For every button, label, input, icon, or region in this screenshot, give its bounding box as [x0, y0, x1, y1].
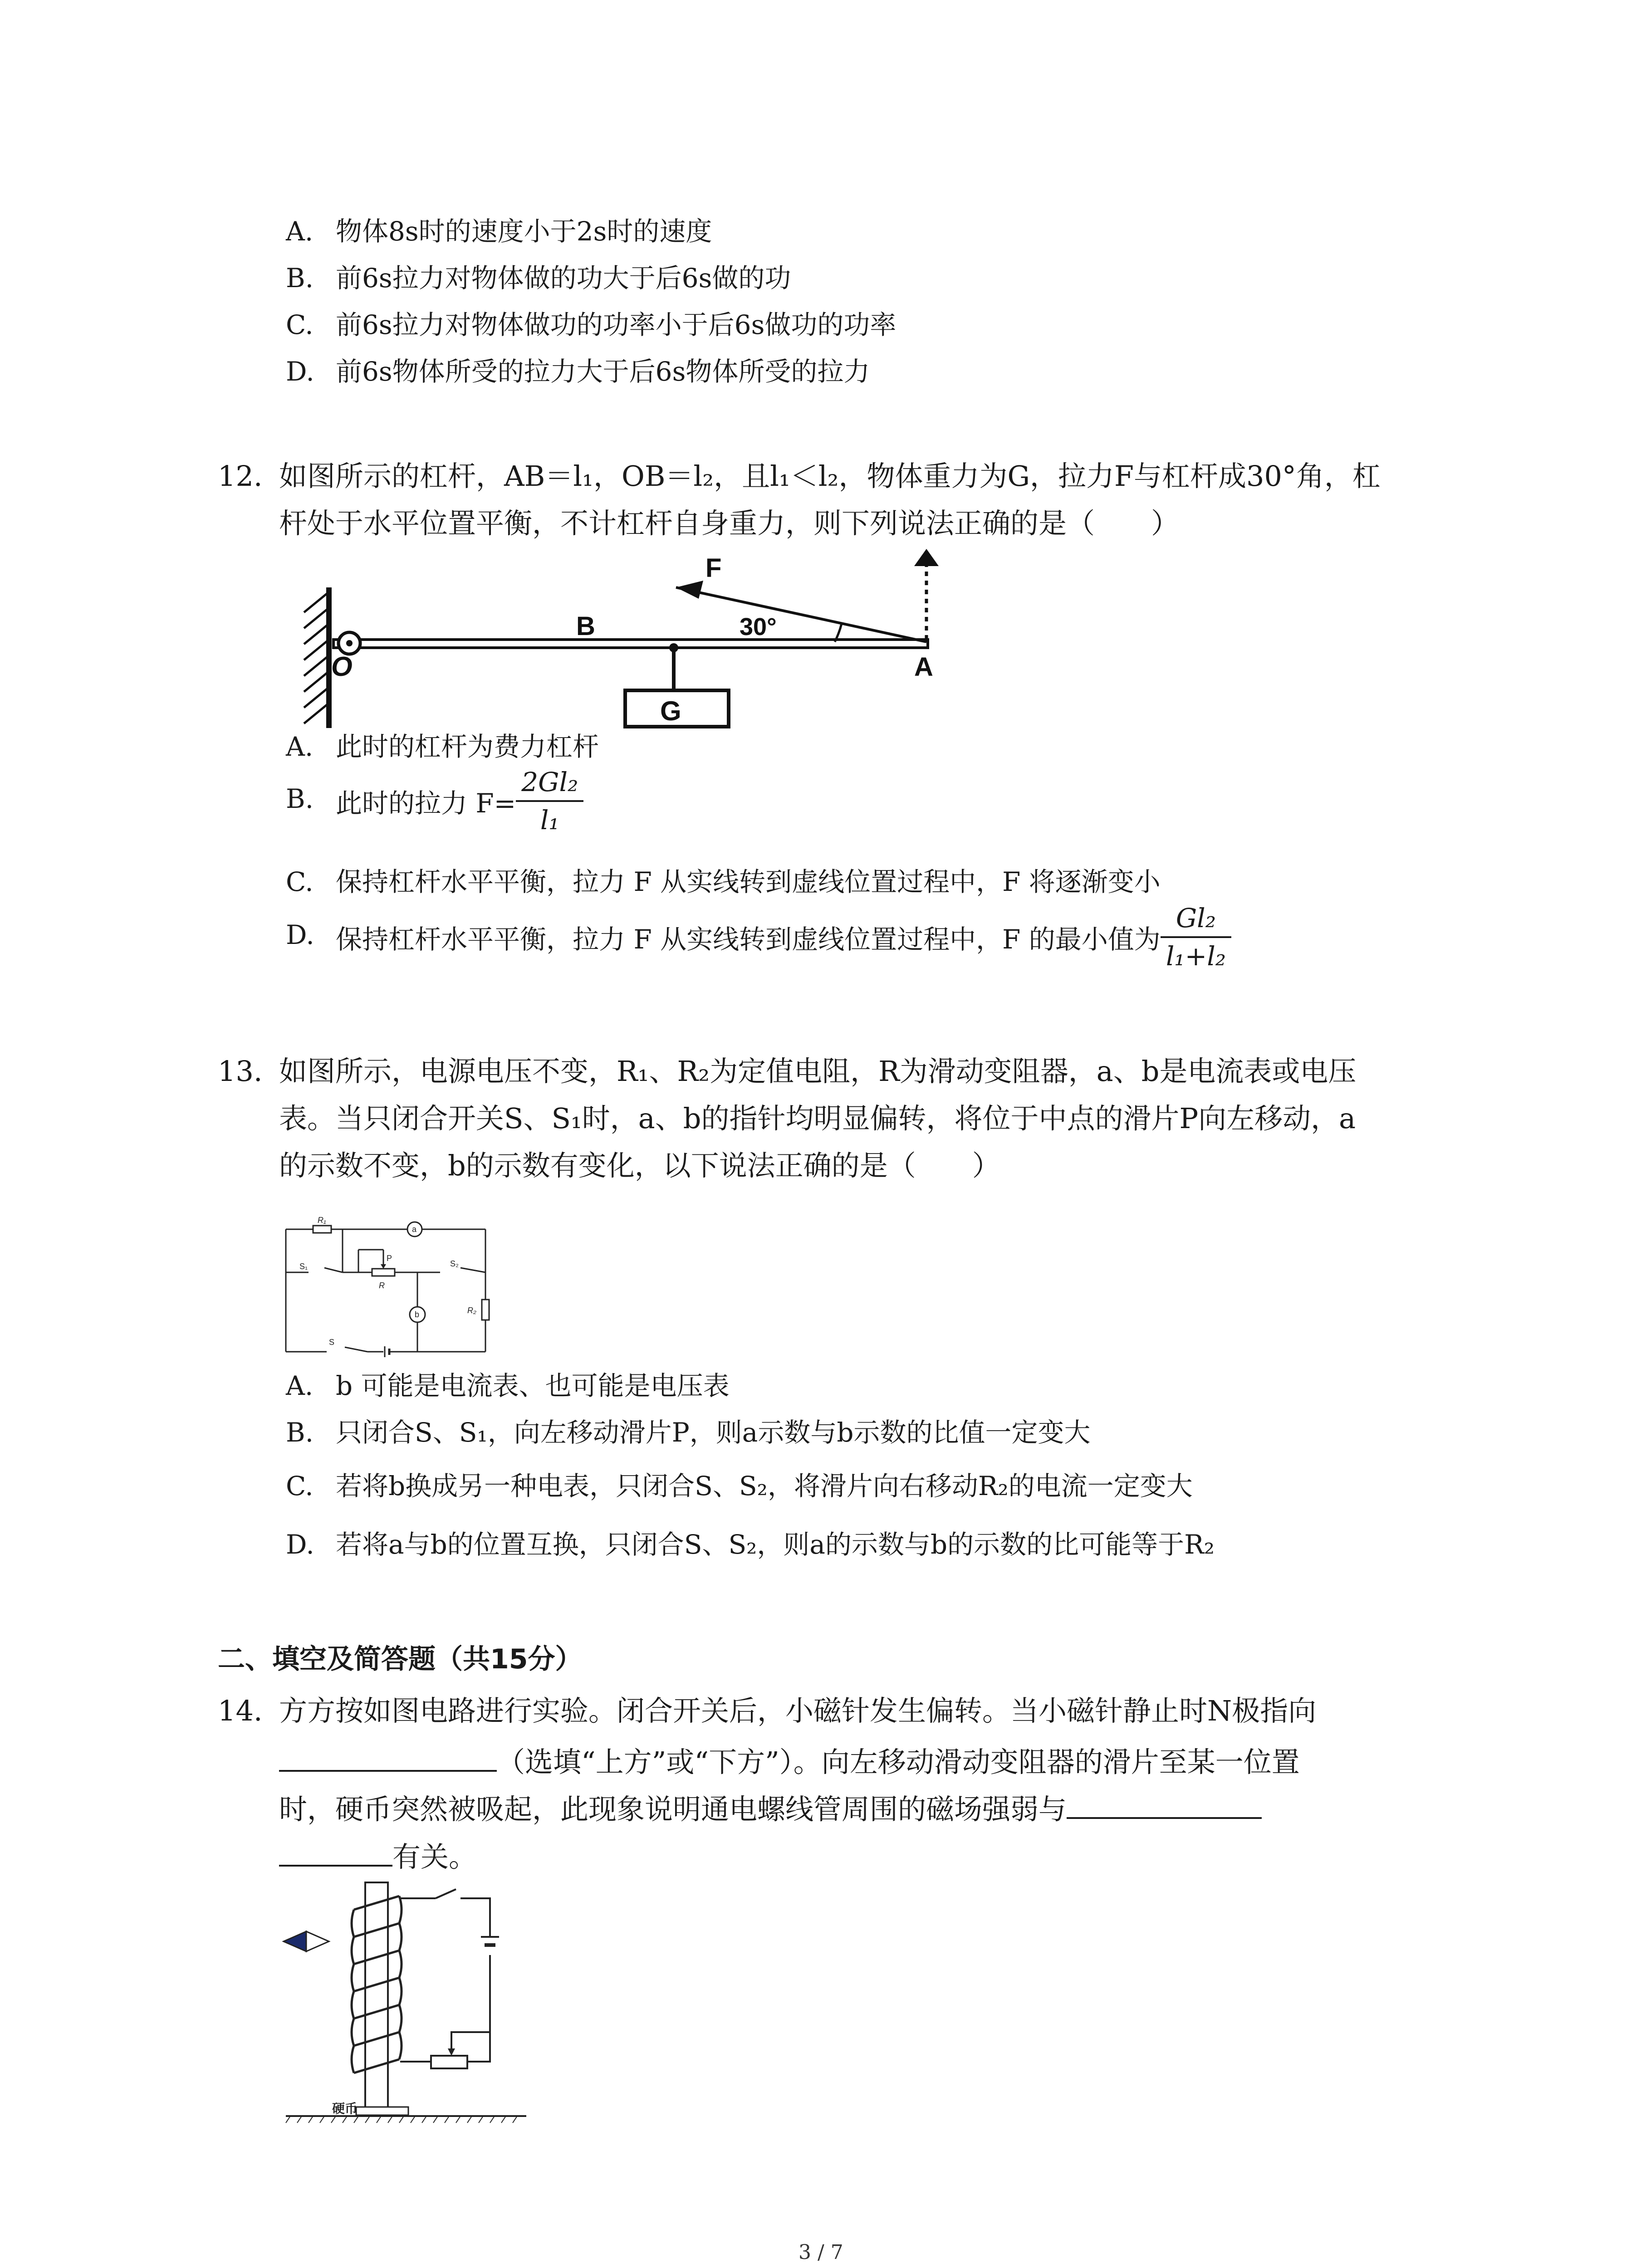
q11-option-a	[286, 213, 712, 249]
label-a: a	[412, 1225, 417, 1234]
option-label: D.	[286, 919, 314, 951]
option-text: 此时的拉力 F=	[336, 788, 516, 819]
option-text: 前6s拉力对物体做的功大于后6s做的功	[336, 263, 791, 293]
rheostat	[431, 2056, 467, 2068]
q12-option-c	[286, 864, 1161, 900]
label-b: b	[415, 1310, 420, 1319]
fraction-denominator: l₁+l₂	[1166, 941, 1226, 972]
compass-needle-south	[306, 1931, 329, 1951]
question-text: 时，硬币突然被吸起，此现象说明通电螺线管周围的磁场强弱与	[279, 1793, 1067, 1826]
compass-needle-north	[284, 1931, 306, 1951]
option-label: C.	[286, 1471, 314, 1501]
question-text: （选填“上方”或“下方”）。向左移动滑动变阻器的滑片至某一位置	[497, 1745, 1300, 1779]
label-f: F	[705, 553, 722, 583]
option-label: D.	[286, 1529, 314, 1560]
answer-blank-2b[interactable]	[279, 1830, 392, 1867]
option-label: A.	[286, 216, 314, 247]
q13-stem-line2	[279, 1095, 1356, 1142]
q12-option-a	[286, 728, 599, 765]
q14-stem-line2	[279, 1735, 1300, 1786]
fraction-denominator: l₁	[540, 805, 559, 836]
label-s: S	[329, 1338, 335, 1347]
question-text: 杆处于水平位置平衡，不计杠杆自身重力，则下列说法正确的是（ ）	[279, 507, 1180, 540]
q12-option-d	[286, 903, 1231, 972]
page-number: 3 / 7	[798, 2241, 843, 2264]
coin	[356, 2107, 408, 2115]
q14-stem-line3	[279, 1783, 1262, 1833]
q12-lever-figure	[286, 549, 966, 739]
circuit-wires	[286, 1229, 485, 1352]
answer-blank-2a[interactable]	[1067, 1783, 1262, 1819]
label-a: A	[914, 652, 933, 682]
q13-option-b	[286, 1414, 1090, 1451]
q13-option-c	[286, 1468, 1193, 1504]
q14-stem-line1	[218, 1687, 1316, 1735]
label-r1: R₁	[318, 1216, 326, 1225]
answer-blank-1[interactable]	[279, 1735, 497, 1772]
option-text: 保持杠杆水平平衡，拉力 F 从实线转到虚线位置过程中，F 的最小值为	[336, 924, 1161, 955]
iron-core	[365, 1882, 388, 2109]
q14-solenoid-figure	[281, 1878, 535, 2132]
dashed-arrowhead	[914, 549, 939, 566]
q13-option-d	[286, 1526, 1215, 1563]
question-text: 有关。	[392, 1840, 477, 1873]
question-text: 表。当只闭合开关S、S₁时，a、b的指针均明显偏转，将位于中点的滑片P向左移动，a	[279, 1102, 1356, 1135]
option-text: 保持杠杆水平平衡，拉力 F 从实线转到虚线位置过程中，F 将逐渐变小	[336, 866, 1161, 897]
q11-option-d	[286, 353, 870, 390]
rheostat-r	[372, 1269, 395, 1276]
section-title: 二、填空及简答题（共15分）	[218, 1643, 583, 1675]
fraction-numerator: 2Gl₂	[516, 767, 583, 802]
label-b: B	[576, 611, 595, 641]
q11-option-b	[286, 260, 791, 296]
option-label: B.	[286, 263, 314, 293]
slider-wire	[451, 1998, 490, 2054]
wall-hatching	[304, 592, 329, 723]
q14-stem-line4	[279, 1830, 477, 1881]
lever-bar	[333, 640, 928, 648]
resistor-r1	[313, 1226, 331, 1233]
option-text: 前6s拉力对物体做功的功率小于后6s做功的功率	[336, 309, 896, 340]
question-number: 12.	[218, 459, 263, 493]
option-text: b 可能是电流表、也可能是电压表	[336, 1370, 730, 1401]
force-line-solid	[676, 587, 926, 642]
label-s2: S₂	[450, 1259, 459, 1268]
option-text: 若将b换成另一种电表，只闭合S、S₂，将滑片向右移动R₂的电流一定变大	[336, 1471, 1193, 1501]
option-label: C.	[286, 866, 314, 897]
q13-stem-line3	[279, 1142, 1000, 1189]
question-text: 方方按如图电路进行实验。闭合开关后，小磁针发生偏转。当小磁针静止时N极指向	[279, 1694, 1317, 1727]
fraction-numerator: Gl₂	[1161, 903, 1231, 938]
q11-option-c	[286, 307, 896, 343]
option-label: C.	[286, 309, 314, 340]
option-label: B.	[286, 783, 314, 815]
question-number: 13.	[218, 1055, 263, 1088]
option-label: D.	[286, 356, 314, 387]
label-s1: S₁	[299, 1262, 308, 1271]
q12-stem-line1	[218, 453, 1381, 500]
q12-option-b	[286, 767, 583, 836]
q13-option-a	[286, 1368, 730, 1404]
fraction	[516, 767, 583, 836]
label-angle: 30°	[740, 613, 777, 640]
question-text: 的示数不变，b的示数有变化，以下说法正确的是（ ）	[279, 1149, 1000, 1182]
fraction	[1161, 903, 1231, 972]
circuit-wires	[400, 1889, 490, 2062]
option-label: A.	[286, 1370, 314, 1401]
ground-hatching	[286, 2116, 517, 2123]
slider-arrow	[448, 2048, 455, 2056]
label-o: O	[331, 651, 353, 682]
option-label: A.	[286, 731, 314, 762]
option-text: 此时的杠杆为费力杠杆	[336, 731, 599, 762]
label-r: R	[379, 1281, 385, 1290]
q12-stem-line2	[279, 500, 1179, 547]
option-label: B.	[286, 1417, 314, 1448]
question-text: 如图所示的杠杆，AB＝l₁，OB＝l₂，且l₁＜l₂，物体重力为G，拉力F与杠杆成30°角，杠	[279, 459, 1381, 493]
pivot-dot	[346, 640, 353, 646]
q13-circuit-figure	[281, 1216, 495, 1361]
option-text: 若将a与b的位置互换，只闭合S、S₂，则a的示数与b的示数的比可能等于R₂	[336, 1529, 1215, 1560]
option-text: 只闭合S、S₁，向左移动滑片P，则a示数与b示数的比值一定变大	[336, 1417, 1091, 1448]
option-text: 物体8s时的速度小于2s时的速度	[336, 216, 712, 247]
question-number: 14.	[218, 1694, 263, 1727]
question-text: 如图所示，电源电压不变，R₁、R₂为定值电阻，R为滑动变阻器，a、b是电流表或电压	[279, 1055, 1357, 1088]
coin-label: 硬币	[332, 2102, 358, 2116]
label-p: P	[387, 1254, 392, 1263]
q13-stem-line1	[218, 1048, 1356, 1095]
label-g: G	[660, 696, 681, 726]
resistor-r2	[482, 1300, 489, 1320]
option-text: 前6s物体所受的拉力大于后6s物体所受的拉力	[336, 356, 870, 387]
label-r2: R₂	[467, 1306, 476, 1315]
